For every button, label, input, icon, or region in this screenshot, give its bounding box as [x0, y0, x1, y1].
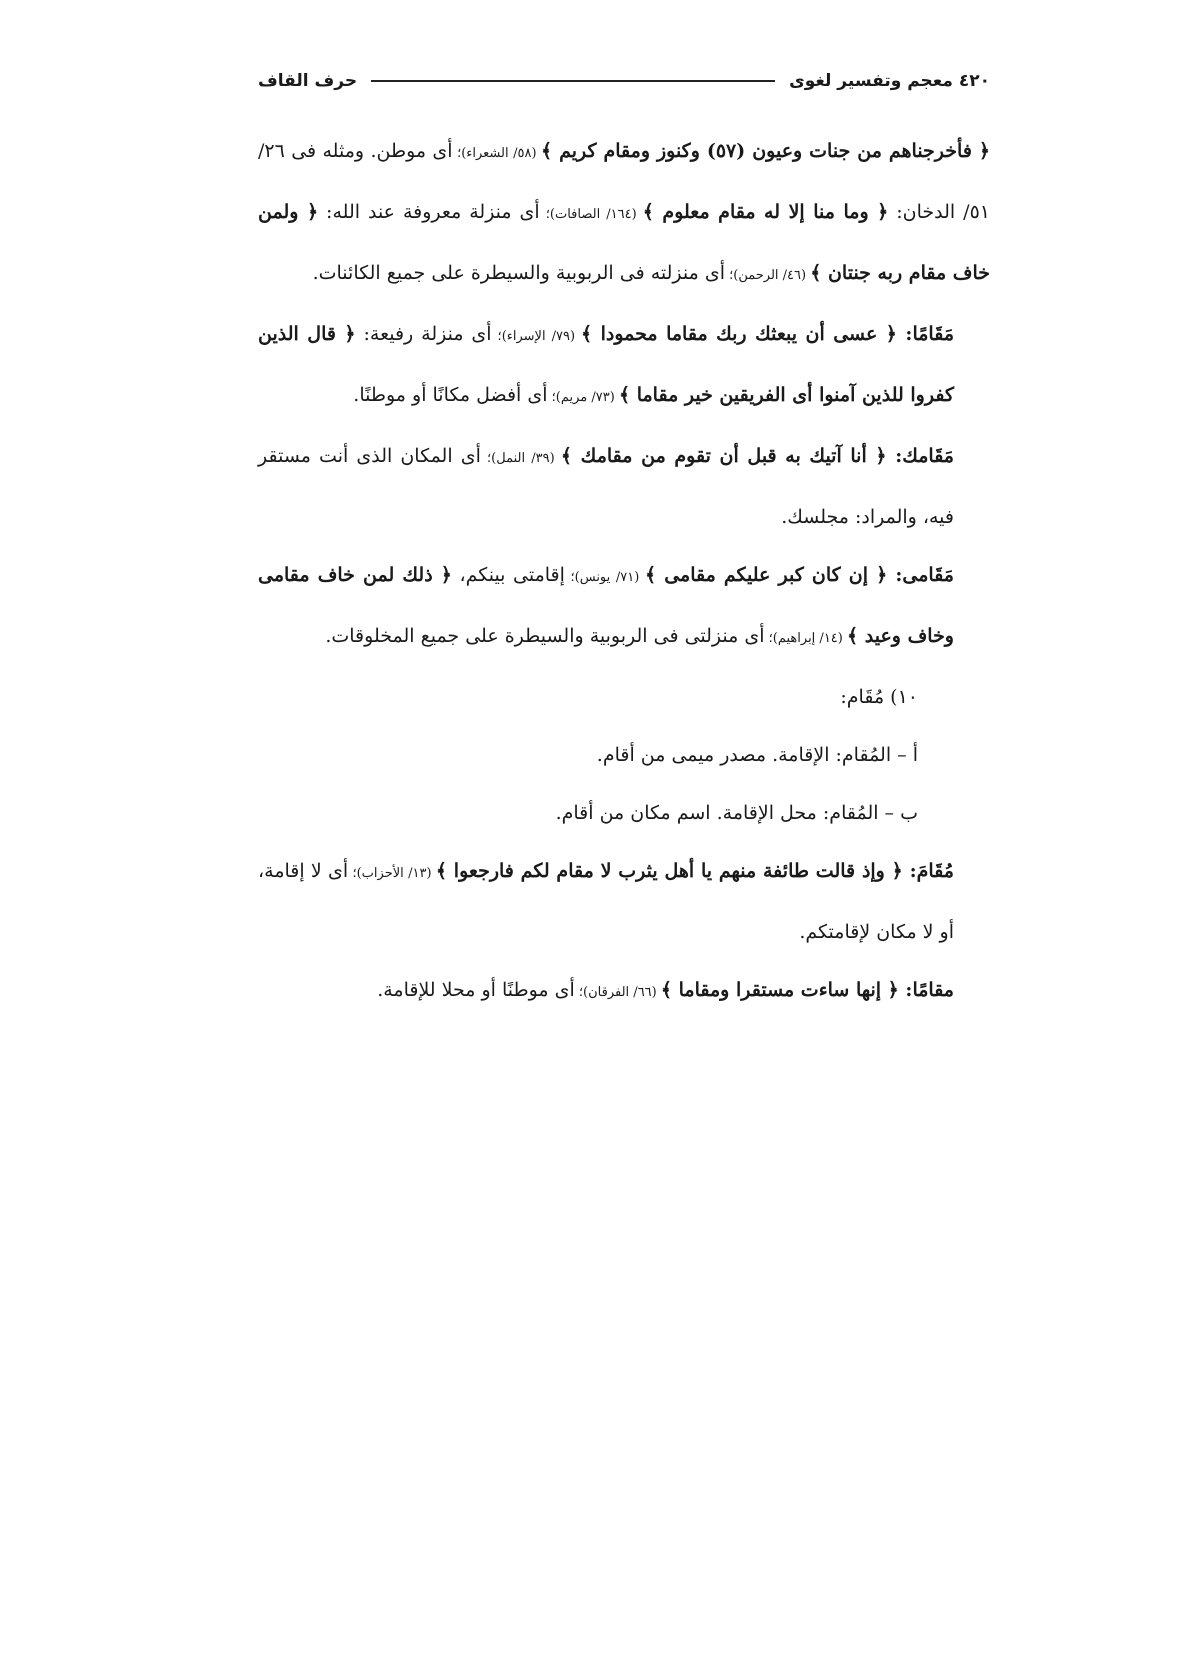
body-text-run: أى أفضل مكانًا أو موطنًا.: [353, 384, 548, 406]
verse-reference: (١٦٤/ الصافات)؛: [539, 207, 643, 222]
body-text-run: أى منزلة رفيعة:: [355, 323, 492, 345]
paragraph: [258, 842, 990, 961]
entry-term: مقامًا:: [898, 979, 954, 1001]
running-head: [258, 64, 990, 98]
verse-reference: (٤٦/ الرحمن)؛: [724, 268, 811, 283]
paragraph: [258, 668, 990, 726]
body-text-run: أى منزلة معروفة عند الله:: [318, 201, 540, 223]
section-title: حرف القاف: [258, 71, 358, 91]
paragraph: [258, 427, 990, 546]
verse-reference: (٥٨/ الشعراء)؛: [452, 146, 541, 161]
quran-quote: ﴿ وإذ قالت طائفة منهم يا أهل يثرب لا مقام لكم فارجعوا ﴾: [435, 860, 903, 882]
body-text-run: ١٠) مُقَام:: [840, 686, 918, 708]
body-text: [258, 122, 990, 1022]
quran-quote: ﴿ أنا آتيك به قبل أن تقوم من مقامك ﴾: [560, 445, 887, 467]
verse-reference: (٣٩/ النمل)؛: [480, 451, 561, 466]
verse-reference: (٧٣/ مريم)؛: [547, 390, 619, 405]
paragraph: [258, 784, 990, 842]
quran-quote: ﴿ ولمن خاف مقام ربه جنتان ﴾: [258, 201, 990, 284]
verse-reference: (٧٩/ الإسراء)؛: [491, 329, 582, 344]
body-text-run: أى منزلتى فى الربوبية والسيطرة على جميع المخلوقات.: [325, 625, 765, 647]
body-text-run: أى موطنًا أو محلا للإقامة.: [377, 979, 575, 1001]
entry-term: مَقَامى:: [887, 564, 954, 586]
verse-reference: (١٤/ إبراهيم)؛: [764, 631, 847, 646]
entry-term: مَقَامًا:: [896, 323, 954, 345]
body-text-run: ب – المُقام: محل الإقامة. اسم مكان من أقام.: [555, 802, 918, 824]
body-text-run: أى منزلته فى الربوبية والسيطرة على جميع الكائنات.: [312, 262, 725, 284]
entry-term: مَقَامك:: [886, 445, 954, 467]
verse-reference: (٦٦/ الفرقان)؛: [574, 985, 661, 1000]
paragraph: [258, 546, 990, 668]
quran-quote: ﴿ عسى أن يبعثك ربك مقاما محمودا ﴾: [581, 323, 897, 345]
entry-term: مُقَامَ:: [902, 860, 954, 882]
body-text-run: أى لا إقامة، أو لا مكان لإقامتكم.: [258, 860, 954, 943]
quran-quote: ﴿ قال الذين كفروا للذين آمنوا أى الفريقين خير مقاما ﴾: [258, 323, 954, 406]
verse-reference: (١٣/ الأحزاب)؛: [348, 866, 436, 881]
quran-quote: ﴿ إن كان كبر عليكم مقامى ﴾: [644, 564, 888, 586]
body-text-run: إقامتى بينكم،: [451, 564, 565, 586]
paragraph: [258, 961, 990, 1022]
body-text-run: أى المكان الذى أنت مستقر فيه، والمراد: مجلسك.: [258, 445, 954, 528]
book-title: معجم وتفسير لغوى: [789, 71, 953, 91]
quran-quote: ﴿ وما منا إلا له مقام معلوم ﴾: [642, 201, 889, 223]
page-number: ٤٢٠: [958, 71, 990, 91]
body-text-run: أ – المُقام: الإقامة. مصدر ميمى من أقام.: [596, 744, 918, 766]
paragraph: [258, 726, 990, 784]
quran-quote: ﴿ ذلك لمن خاف مقامى وخاف وعيد ﴾: [258, 564, 954, 647]
paragraph: [258, 305, 990, 427]
book-title-with-page: [789, 71, 990, 91]
verse-reference: (٧١/ يونس)؛: [564, 570, 645, 585]
paragraph: [258, 122, 990, 305]
header-rule: [371, 80, 775, 82]
body-text-run: أى موطن. ومثله فى ٢٦/ ٥١/ الدخان:: [258, 140, 990, 223]
quran-quote: ﴿ فأخرجناهم من جنات وعيون (٥٧) وكنوز ومقام كريم ﴾: [540, 140, 990, 162]
quran-quote: ﴿ إنها ساءت مستقرا ومقاما ﴾: [660, 979, 899, 1001]
